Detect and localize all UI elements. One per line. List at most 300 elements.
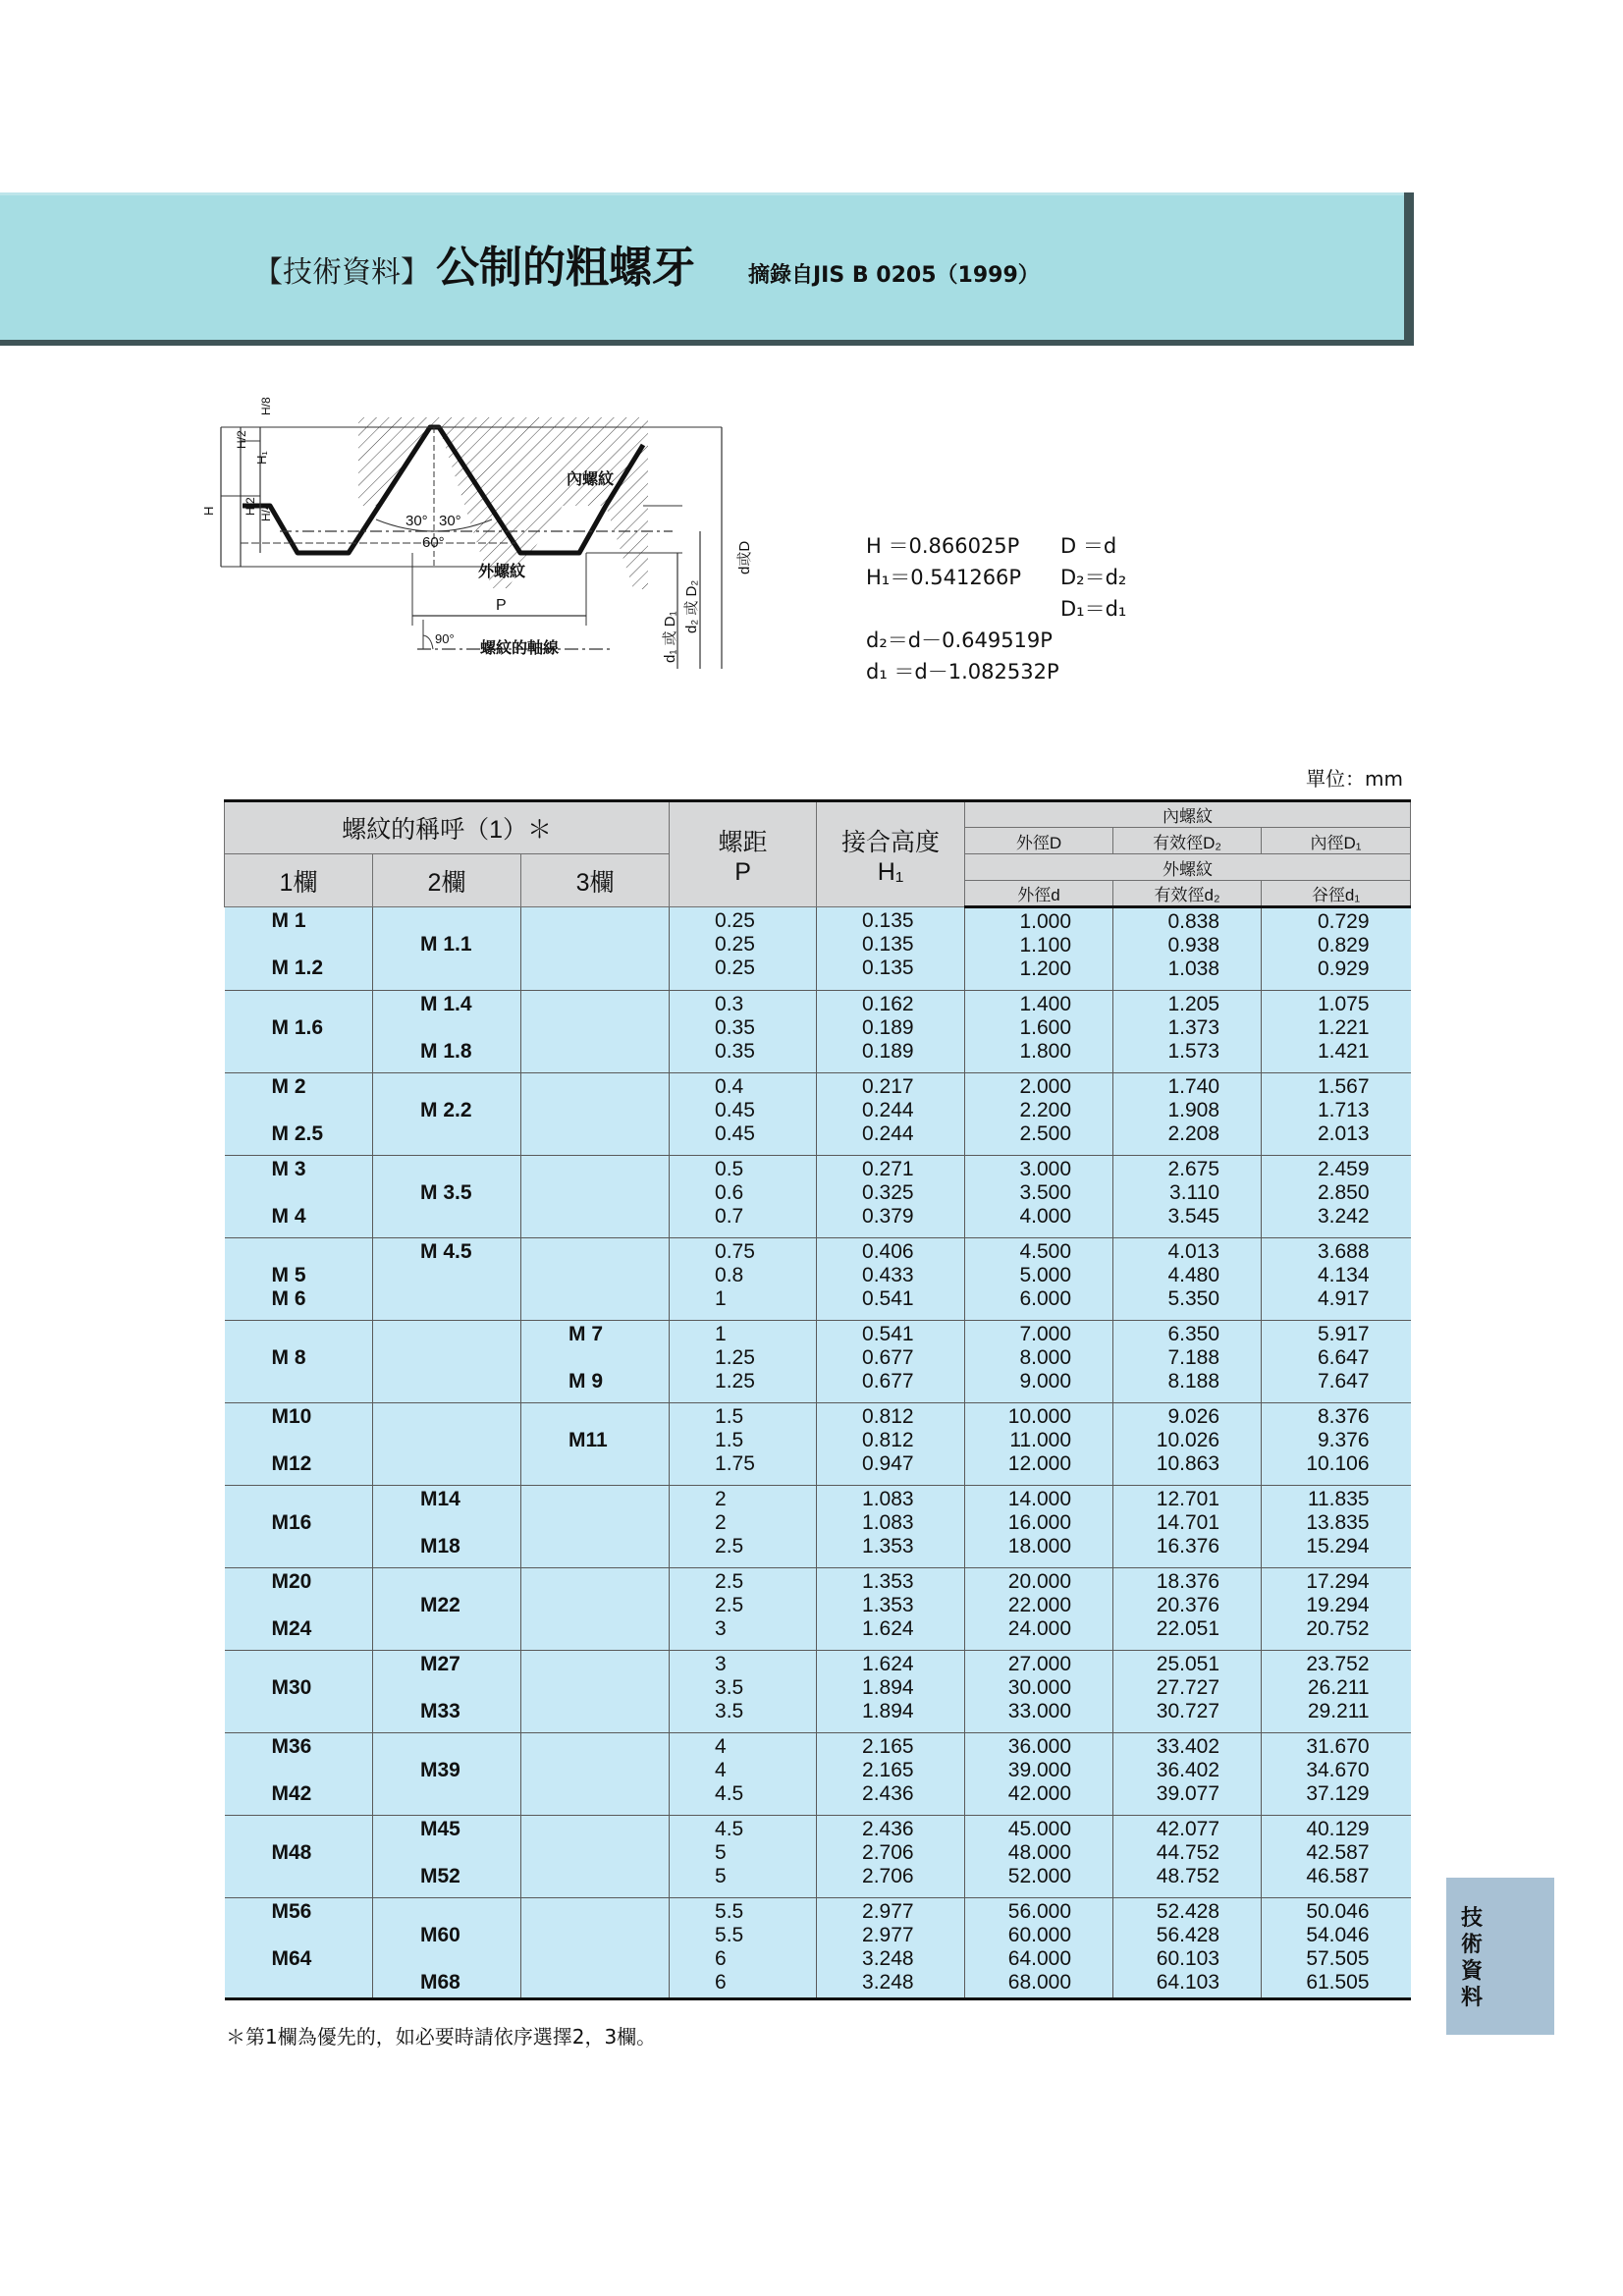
cell-line — [225, 1370, 373, 1394]
cell-line: 1.200 — [1019, 957, 1072, 980]
label-30-right: 30° — [439, 513, 461, 529]
cell-line: 57.505 — [1306, 1947, 1370, 1970]
cell-line: 12.701 — [1156, 1488, 1220, 1510]
table-cell-d1 — [1262, 1486, 1411, 1568]
label-d-D: d或D — [736, 540, 753, 574]
cell-line: 0.75 — [715, 1240, 755, 1263]
title-main: 公制的粗螺牙 — [436, 243, 695, 293]
label-P: P — [496, 597, 507, 614]
cell-line: 1.894 — [862, 1700, 914, 1722]
unit-label: 單位：mm — [1306, 767, 1403, 791]
header-ext-pitch: 有效徑d₂ — [1113, 881, 1262, 907]
cell-line — [225, 1181, 373, 1205]
cell-line — [225, 993, 373, 1016]
label-H-over-2-bottom: H/2 — [243, 497, 257, 516]
cell-line: 1.083 — [862, 1488, 914, 1510]
cell-line: 4.5 — [715, 1818, 744, 1840]
cell-line — [373, 1205, 520, 1229]
label-90: 90° — [435, 631, 455, 646]
cell-line — [521, 933, 669, 957]
table-cell-c3 — [521, 1073, 670, 1156]
cell-line: 1.353 — [862, 1594, 914, 1616]
cell-line: 9.376 — [1317, 1429, 1370, 1451]
page-title — [253, 232, 1040, 301]
table-cell-c1 — [225, 1898, 373, 1999]
cell-line: M 9 — [568, 1370, 604, 1393]
cell-line: 0.45 — [715, 1122, 755, 1145]
cell-line: 0.35 — [715, 1040, 755, 1063]
cell-line — [225, 1971, 373, 1995]
cell-line: 20.000 — [1007, 1570, 1072, 1593]
cell-line — [373, 1016, 520, 1040]
table-cell-c2 — [373, 1073, 521, 1156]
table-row — [225, 1238, 1411, 1321]
table-cell-c3 — [521, 1156, 670, 1238]
cell-line — [521, 1099, 669, 1122]
cell-line: 1.25 — [715, 1346, 755, 1369]
cell-line: 5.350 — [1167, 1287, 1220, 1310]
cell-line — [521, 1511, 669, 1535]
cell-line: 30.727 — [1156, 1700, 1220, 1722]
footnote: ＊第1欄為優先的，如必要時請依序選擇2，3欄。 — [226, 2025, 657, 2049]
cell-line — [521, 1841, 669, 1865]
cell-line — [521, 1264, 669, 1287]
cell-line — [521, 1240, 669, 1264]
table-cell-h1 — [817, 1651, 965, 1733]
cell-line: 0.25 — [715, 957, 755, 979]
cell-line — [373, 1370, 520, 1394]
table-cell-c1 — [225, 907, 373, 991]
table-cell-h1 — [817, 1568, 965, 1651]
cell-line: M12 — [271, 1452, 312, 1475]
table-cell-c2 — [373, 1898, 521, 1999]
table-cell-c3 — [521, 1486, 670, 1568]
cell-line: 1.075 — [1317, 993, 1370, 1015]
cell-line — [225, 1535, 373, 1558]
cell-line: 1.205 — [1167, 993, 1220, 1015]
header-col3: 3欄 — [521, 854, 670, 907]
table-cell-d1 — [1262, 907, 1411, 991]
cell-line: M 8 — [271, 1346, 306, 1369]
cell-line: 34.670 — [1306, 1759, 1370, 1781]
cell-line: 0.929 — [1317, 957, 1370, 980]
cell-line: 1.75 — [715, 1452, 755, 1475]
cell-line — [225, 1818, 373, 1841]
cell-line: 1.573 — [1167, 1040, 1220, 1063]
table-cell-d2 — [1113, 1403, 1262, 1486]
cell-line: 2.500 — [1019, 1122, 1072, 1145]
cell-line: M16 — [271, 1511, 312, 1534]
cell-line: 4.000 — [1019, 1205, 1072, 1228]
cell-line: 1.400 — [1019, 993, 1072, 1015]
table-cell-d1 — [1262, 991, 1411, 1073]
table-cell-p — [670, 1898, 817, 1999]
thread-dimension-table — [224, 799, 1411, 2000]
cell-line: 0.729 — [1317, 910, 1370, 933]
cell-line: 0.8 — [715, 1264, 744, 1286]
cell-line: M 3.5 — [420, 1181, 472, 1204]
table-cell-p — [670, 1073, 817, 1156]
cell-line: 0.677 — [862, 1346, 914, 1369]
cell-line: 3.5 — [715, 1676, 744, 1699]
cell-line: 36.402 — [1156, 1759, 1220, 1781]
cell-line: M64 — [271, 1947, 312, 1970]
cell-line: M 4 — [271, 1205, 306, 1228]
table-cell-d — [965, 1568, 1113, 1651]
cell-line: 10.106 — [1306, 1452, 1370, 1475]
cell-line: 0.135 — [862, 957, 914, 979]
cell-line: 4.134 — [1317, 1264, 1370, 1286]
table-cell-c3 — [521, 1898, 670, 1999]
cell-line: 0.829 — [1317, 934, 1370, 957]
table-cell-d1 — [1262, 1156, 1411, 1238]
cell-line — [521, 1594, 669, 1617]
cell-line: 0.217 — [862, 1075, 914, 1098]
cell-line — [521, 1865, 669, 1888]
cell-line: 8.376 — [1317, 1405, 1370, 1428]
cell-line: 7.000 — [1019, 1323, 1072, 1345]
header-col1: 1欄 — [225, 854, 373, 907]
cell-line: 48.000 — [1007, 1841, 1072, 1864]
cell-line: M 7 — [568, 1323, 604, 1345]
header-engagement: 接合高度 H₁ — [817, 801, 965, 907]
cell-line: 60.000 — [1007, 1924, 1072, 1946]
label-H-over-8: H/8 — [259, 397, 273, 415]
cell-line — [521, 1452, 669, 1476]
cell-line: 1.600 — [1019, 1016, 1072, 1039]
title-bracket: 【技術資料】 — [253, 255, 430, 290]
table-cell-h1 — [817, 1156, 965, 1238]
table-cell-c1 — [225, 1651, 373, 1733]
cell-line — [373, 957, 520, 980]
cell-line — [373, 1264, 520, 1287]
cell-line: 1.894 — [862, 1676, 914, 1699]
table-cell-c2 — [373, 1156, 521, 1238]
cell-line: 2 — [715, 1488, 727, 1510]
header-int-major: 外徑D — [965, 828, 1113, 854]
cell-line: M39 — [420, 1759, 460, 1781]
cell-line: 0.838 — [1167, 910, 1220, 933]
cell-line — [521, 1617, 669, 1641]
table-cell-d2 — [1113, 1321, 1262, 1403]
cell-line: 13.835 — [1306, 1511, 1370, 1534]
table-cell-d2 — [1113, 907, 1262, 991]
cell-line: 1.5 — [715, 1405, 744, 1428]
cell-line: M14 — [420, 1488, 460, 1510]
cell-line — [373, 1158, 520, 1181]
cell-line: 4.480 — [1167, 1264, 1220, 1286]
cell-line: 9.026 — [1167, 1405, 1220, 1428]
table-cell-c2 — [373, 1568, 521, 1651]
cell-line: 5.917 — [1317, 1323, 1370, 1345]
table-cell-d — [965, 1733, 1113, 1816]
cell-line: 2.5 — [715, 1594, 744, 1616]
table-cell-c1 — [225, 1403, 373, 1486]
cell-line: M18 — [420, 1535, 460, 1558]
cell-line: M20 — [271, 1570, 312, 1593]
table-cell-c2 — [373, 1403, 521, 1486]
cell-line: 2.977 — [862, 1900, 914, 1923]
cell-line — [373, 1676, 520, 1700]
cell-line — [521, 1405, 669, 1429]
cell-line: 7.188 — [1167, 1346, 1220, 1369]
label-thread-axis: 螺紋的軸線 — [480, 638, 560, 657]
table-row — [225, 1321, 1411, 1403]
cell-line: 68.000 — [1007, 1971, 1072, 1994]
cell-line: M10 — [271, 1405, 312, 1428]
cell-line: 8.000 — [1019, 1346, 1072, 1369]
cell-line: 46.587 — [1306, 1865, 1370, 1887]
cell-line: 1.567 — [1317, 1075, 1370, 1098]
cell-line: 18.000 — [1007, 1535, 1072, 1558]
table-row — [225, 1156, 1411, 1238]
cell-line: 2.675 — [1167, 1158, 1220, 1180]
cell-line: 0.189 — [862, 1016, 914, 1039]
cell-line: 9.000 — [1019, 1370, 1072, 1393]
cell-line: 11.835 — [1307, 1488, 1370, 1510]
formula-row: D₁＝d₁ — [1060, 597, 1127, 621]
cell-line: M33 — [420, 1700, 460, 1722]
cell-line: 36.000 — [1007, 1735, 1072, 1758]
cell-line — [373, 1405, 520, 1429]
cell-line: M 1.1 — [420, 933, 472, 956]
cell-line — [521, 1016, 669, 1040]
cell-line: 1.421 — [1317, 1040, 1370, 1063]
cell-line: M27 — [420, 1653, 460, 1675]
cell-line: 44.752 — [1156, 1841, 1220, 1864]
table-cell-d1 — [1262, 1733, 1411, 1816]
table-cell-c2 — [373, 1733, 521, 1816]
label-H: H — [201, 506, 216, 516]
table-cell-c2 — [373, 1486, 521, 1568]
cell-line: 12.000 — [1007, 1452, 1072, 1475]
table-row — [225, 991, 1411, 1073]
cell-line: 14.000 — [1007, 1488, 1072, 1510]
table-row — [225, 1486, 1411, 1568]
cell-line: 17.294 — [1306, 1570, 1370, 1593]
table-cell-c1 — [225, 1073, 373, 1156]
table-cell-c3 — [521, 1816, 670, 1898]
cell-line: 1.000 — [1019, 910, 1072, 933]
table-cell-p — [670, 1321, 817, 1403]
cell-line: 39.077 — [1156, 1782, 1220, 1805]
cell-line: 0.947 — [862, 1452, 914, 1475]
cell-line: M52 — [420, 1865, 460, 1887]
cell-line: 42.077 — [1156, 1818, 1220, 1840]
label-30-left: 30° — [406, 513, 428, 529]
cell-line: 2.977 — [862, 1924, 914, 1946]
cell-line: 0.541 — [862, 1323, 914, 1345]
header-col2: 2欄 — [373, 854, 521, 907]
cell-line: M 1.4 — [420, 993, 472, 1015]
table-cell-d1 — [1262, 1403, 1411, 1486]
table-cell-c2 — [373, 991, 521, 1073]
table-cell-c3 — [521, 1403, 670, 1486]
cell-line: 5.5 — [715, 1924, 744, 1946]
cell-line: 0.271 — [862, 1158, 914, 1180]
table-cell-d1 — [1262, 1238, 1411, 1321]
cell-line — [521, 1075, 669, 1099]
cell-line: 1.038 — [1167, 957, 1220, 980]
table-row — [225, 1733, 1411, 1816]
cell-line — [373, 1122, 520, 1146]
cell-line: 3.545 — [1167, 1205, 1220, 1228]
cell-line: 2.706 — [862, 1841, 914, 1864]
cell-line: 3.000 — [1019, 1158, 1072, 1180]
cell-line: 2.459 — [1317, 1158, 1370, 1180]
cell-line — [225, 1759, 373, 1782]
cell-line: 4 — [715, 1759, 727, 1781]
cell-line: 6 — [715, 1947, 727, 1970]
table-cell-p — [670, 1733, 817, 1816]
cell-line: 3.248 — [862, 1971, 914, 1994]
label-external-thread: 外螺紋 — [478, 562, 526, 580]
cell-line — [521, 1346, 669, 1370]
cell-line: 30.000 — [1007, 1676, 1072, 1699]
cell-line: M42 — [271, 1782, 312, 1805]
cell-line: 3.248 — [862, 1947, 914, 1970]
cell-line: 0.938 — [1167, 934, 1220, 957]
cell-line — [521, 1759, 669, 1782]
cell-line: 3 — [715, 1653, 727, 1675]
cell-line: 0.379 — [862, 1205, 914, 1228]
table-cell-d1 — [1262, 1073, 1411, 1156]
cell-line: 10.863 — [1156, 1452, 1220, 1475]
table-cell-d1 — [1262, 1321, 1411, 1403]
title-source: 摘錄自JIS B 0205（1999） — [748, 263, 1040, 288]
cell-line: 3.5 — [715, 1700, 744, 1722]
cell-line: 2.706 — [862, 1865, 914, 1887]
cell-line: 1.353 — [862, 1570, 914, 1593]
cell-line: 4.5 — [715, 1782, 744, 1805]
cell-line: 3.110 — [1169, 1181, 1220, 1204]
cell-line: 0.541 — [862, 1287, 914, 1310]
table-cell-d2 — [1113, 1238, 1262, 1321]
cell-line: 8.188 — [1167, 1370, 1220, 1393]
table-cell-h1 — [817, 1816, 965, 1898]
cell-line: M 2.2 — [420, 1099, 472, 1121]
table-cell-p — [670, 1238, 817, 1321]
cell-line: 0.3 — [715, 993, 744, 1015]
cell-line: 20.376 — [1156, 1594, 1220, 1616]
cell-line — [373, 1323, 520, 1346]
table-cell-p — [670, 1651, 817, 1733]
table-row — [225, 1898, 1411, 1999]
cell-line: 2.165 — [862, 1759, 914, 1781]
table-cell-d — [965, 1073, 1113, 1156]
cell-line: M36 — [271, 1735, 312, 1758]
cell-line: 61.505 — [1306, 1971, 1370, 1994]
cell-line: 1.908 — [1167, 1099, 1220, 1121]
table-cell-c1 — [225, 1733, 373, 1816]
cell-line — [521, 1122, 669, 1146]
table-row — [225, 1816, 1411, 1898]
cell-line: M11 — [568, 1429, 608, 1451]
cell-line: 0.45 — [715, 1099, 755, 1121]
cell-line: 14.701 — [1156, 1511, 1220, 1534]
cell-line: 0.6 — [715, 1181, 744, 1204]
cell-line — [521, 1818, 669, 1841]
cell-line: 29.211 — [1307, 1700, 1370, 1722]
cell-line — [521, 957, 669, 980]
cell-line — [373, 1900, 520, 1924]
cell-line: 25.051 — [1156, 1653, 1220, 1675]
table-cell-c2 — [373, 1816, 521, 1898]
cell-line: M 3 — [271, 1158, 306, 1180]
cell-line — [225, 1653, 373, 1676]
header-pitch: 螺距 P — [670, 801, 817, 907]
table-cell-d — [965, 1156, 1113, 1238]
table-cell-c2 — [373, 907, 521, 991]
table-cell-h1 — [817, 1733, 965, 1816]
cell-line: M 1.2 — [271, 957, 324, 979]
cell-line: 0.35 — [715, 1016, 755, 1039]
cell-line: 52.000 — [1007, 1865, 1072, 1887]
table-row — [225, 1568, 1411, 1651]
cell-line — [521, 1287, 669, 1311]
cell-line: 2.5 — [715, 1570, 744, 1593]
label-internal-thread: 內螺紋 — [567, 469, 615, 488]
cell-line — [521, 909, 669, 933]
cell-line — [521, 1782, 669, 1806]
cell-line: 1.5 — [715, 1429, 744, 1451]
cell-line: M30 — [271, 1676, 312, 1699]
cell-line — [521, 1653, 669, 1676]
cell-line: 3 — [715, 1617, 727, 1640]
cell-line: M 1.8 — [420, 1040, 472, 1063]
cell-line: 11.000 — [1009, 1429, 1072, 1451]
cell-line: 56.428 — [1156, 1924, 1220, 1946]
table-row — [225, 1073, 1411, 1156]
table-cell-d2 — [1113, 1073, 1262, 1156]
label-d2-D2: d₂ 或 D₂ — [683, 579, 700, 633]
table-cell-c1 — [225, 1321, 373, 1403]
cell-line: 1 — [715, 1287, 727, 1310]
cell-line: 0.189 — [862, 1040, 914, 1063]
cell-line: 23.752 — [1306, 1653, 1370, 1675]
cell-line: 1.624 — [862, 1653, 914, 1675]
header-internal: 內螺紋 — [965, 801, 1411, 828]
cell-line — [225, 1865, 373, 1888]
cell-line — [225, 933, 373, 957]
cell-line — [373, 1429, 520, 1452]
cell-line — [373, 1617, 520, 1641]
cell-line — [373, 1947, 520, 1971]
cell-line: 0.812 — [862, 1429, 914, 1451]
table-cell-p — [670, 991, 817, 1073]
cell-line — [521, 1924, 669, 1947]
cell-line: M22 — [420, 1594, 460, 1616]
cell-line: 3.688 — [1317, 1240, 1370, 1263]
table-cell-d1 — [1262, 1568, 1411, 1651]
table-cell-d — [965, 991, 1113, 1073]
cell-line: M56 — [271, 1900, 312, 1923]
table-cell-c3 — [521, 1568, 670, 1651]
table-cell-d — [965, 907, 1113, 991]
table-cell-p — [670, 1156, 817, 1238]
cell-line: 0.325 — [862, 1181, 914, 1204]
cell-line: 37.129 — [1306, 1782, 1370, 1805]
cell-line: 3.242 — [1317, 1205, 1370, 1228]
table-cell-h1 — [817, 1238, 965, 1321]
cell-line: 6.350 — [1167, 1323, 1220, 1345]
cell-line — [373, 1782, 520, 1806]
banner-shadow — [1404, 192, 1414, 346]
table-cell-d — [965, 1816, 1113, 1898]
label-H-over-2-top: H/2 — [235, 430, 248, 449]
cell-line: 0.244 — [862, 1122, 914, 1145]
cell-line: 64.000 — [1007, 1947, 1072, 1970]
